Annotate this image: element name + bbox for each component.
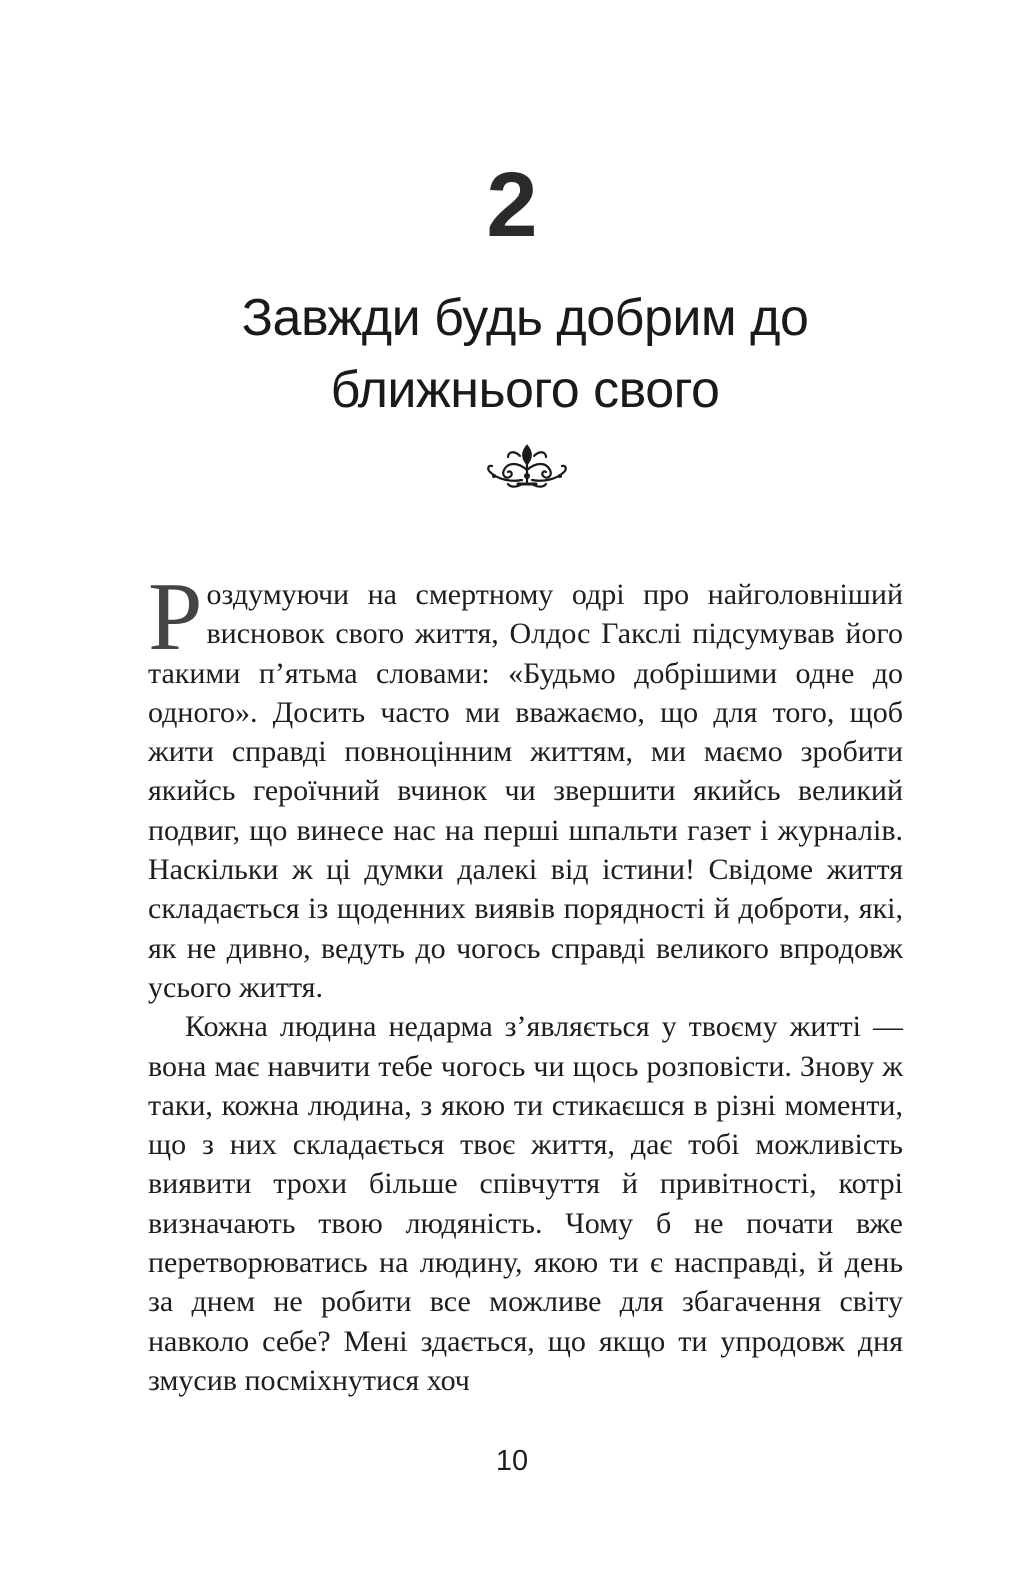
body-text [148,563,903,1400]
paragraph: Кожна людина недарма з’являється у твоєму житті — вона має навчити тебе чогось чи щось розповісти. Знову ж таки, кожна людина, з якою ти стикаєшся в різні моменти, що з них складається твоє життя, дає тобі можливість виявити трохи більше співчуття й привітності, котрі визначають твою людяність. Чому б не почати вже перетворюватись на людину, якою ти є насправді, й день за днем не робити все можливе для збагачення світу навколо себе? Мені здається, що якщо ти упродовж дня змусив посміхнутися хоч [148,1010,903,1397]
page-number: 10 [495,1445,529,1477]
paragraph-text: оздумуючи на смертному одрі про найголовніший висновок свого життя, Олдос Гакслі підсумував його такими п’ятьма словами: «Будьмо добрішими одне до одного». Досить часто ми вважаємо, що для того, щоб жити справді повноцінним життям, ми маємо зробити якийсь героїчний вчинок чи звершити якийсь великий подвиг, що винесе нас на перші шпальти газет і журналів. Наскільки ж ці думки далекі від істини! Свідоме життя складається із щоденних виявів порядності й доброти, які, як не дивно, ведуть до чогось справді великого впродовж усього життя. [148,578,903,1004]
floral-fleuron-icon [482,440,572,490]
drop-cap: Р [148,563,203,671]
chapter-number: 2 [486,154,538,256]
paragraph [148,563,903,1007]
chapter-title: Завжди будь добрим до ближнього свого [241,289,809,419]
